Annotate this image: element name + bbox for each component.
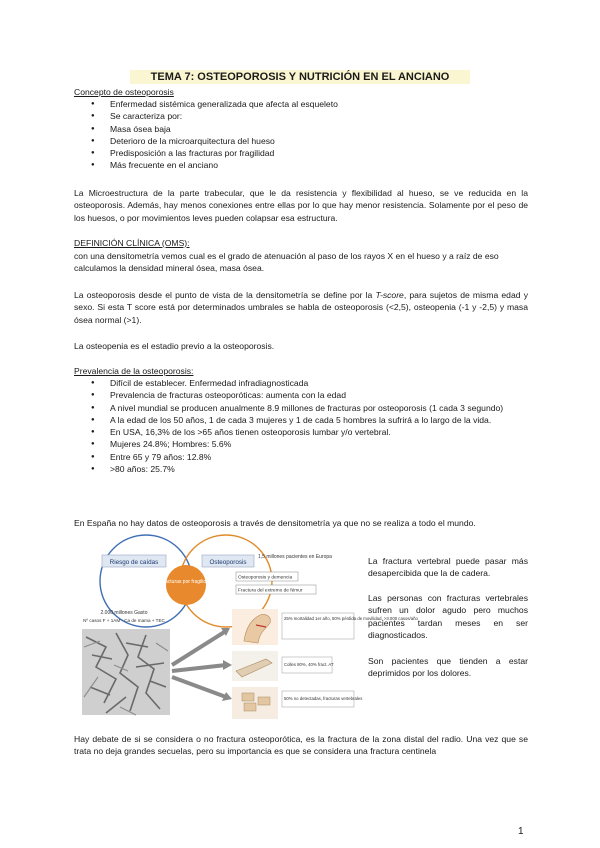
list-item: ● En USA, 16,3% de los >65 años tienen osteoporosis lumbar y/o vertebral. bbox=[74, 426, 528, 438]
prevalence-list bbox=[74, 377, 528, 475]
box-1-text: 25% mortalidad 1er año, 50% pérdida de movilidad, >3.000 casos/año bbox=[284, 616, 418, 621]
fracturas-center bbox=[166, 565, 206, 605]
riesgo-label: Riesgo de caídas bbox=[109, 559, 159, 566]
stat-dem: Osteoporosis y demencia bbox=[238, 575, 293, 581]
clinical-text: con una densitometría vemos cual es el grado de atenuación al paso de los rayos X en el hueso y a raíz de eso calculamos la densidad mineral ósea, masa ósea. bbox=[74, 251, 499, 274]
list-item: ● Deterioro de la microarquitectura del hueso bbox=[74, 135, 528, 147]
tscore-term: T-score bbox=[375, 290, 404, 300]
arrows bbox=[172, 631, 226, 697]
paragraph-osteopenia: La osteopenia es el estadio previo a la osteoporosis. bbox=[74, 341, 275, 351]
box-2-text: Colles 80%, 40% fract. AT bbox=[284, 662, 334, 667]
page-title: TEMA 7: OSTEOPOROSIS Y NUTRICIÓN EN EL ANCIANO bbox=[130, 70, 470, 84]
paragraph-spain: En España no hay datos de osteoporosis a través de densitometría ya que no se realiza a todo el mundo. bbox=[74, 518, 476, 528]
list-item: ● Difícil de establecer. Enfermedad infradiagnosticada bbox=[74, 377, 528, 389]
osteo-label: Osteoporosis bbox=[209, 559, 247, 566]
side-paragraph-1: La fractura vertebral puede pasar más desapercibida que la de cadera. bbox=[368, 556, 528, 579]
fracturas-line: Fracturas por fragilidad bbox=[160, 579, 212, 585]
side-paragraph-3: Son pacientes que tienden a estar deprimidos por los dolores. bbox=[368, 656, 528, 679]
list-item: ● Prevalencia de fracturas osteoporóticas: aumenta con la edad bbox=[74, 389, 528, 401]
side-paragraph-2: Las personas con fracturas vertebrales sufren un dolor agudo pero muchos pacientes tardan meses en ser diagnosticados. bbox=[368, 593, 528, 640]
list-item: ● >80 años: 25.7% bbox=[74, 463, 528, 475]
concept-heading: Concepto de osteoporosis bbox=[74, 87, 174, 97]
trabecular-bone-image bbox=[82, 629, 170, 715]
list-item: ● Enfermedad sistémica generalizada que afecta al esqueleto bbox=[74, 98, 528, 110]
stat-top: 1,5 millones pacientes en Europa bbox=[258, 554, 332, 560]
vertebra-image bbox=[232, 687, 278, 719]
femur-image bbox=[232, 609, 278, 645]
page-number: 1 bbox=[518, 826, 524, 837]
concept-list bbox=[74, 98, 528, 172]
arrow-head bbox=[223, 660, 232, 670]
box-3-text: 50% no detectadas, fracturas vertebrales bbox=[284, 696, 363, 701]
paragraph-microstructure: La Microestructura de la parte trabecular, que le da resistencia y flexibilidad al hueso, se ve reducida en la osteoporosis. Además, hay menos conexiones entre ellas por lo que hay menor resistencia. Solamente por el peso de los huesos, o por movimientos leves pueden colapsar esa estructura. bbox=[74, 188, 528, 223]
tscore-text-after: , para sujetos de misma edad y sexo. Si esta T score está por determinados umbrales se habla de osteoporosis (<2,5), osteopenia (-1 y -2,5) y masa ósea normal (>1). bbox=[74, 290, 528, 325]
prevalence-heading: Prevalencia de la osteoporosis: bbox=[74, 366, 194, 376]
list-item: ● Mujeres 24.8%; Hombres: 5.6% bbox=[74, 438, 528, 450]
list-item: ● A nivel mundial se producen anualmente 8.9 millones de fracturas por osteoporosis (1 cada 3 segundo) bbox=[74, 402, 528, 414]
clinical-heading: DEFINICIÓN CLÍNICA (OMS): bbox=[74, 238, 190, 248]
list-item: ● Más frecuente en el anciano bbox=[74, 159, 528, 171]
list-item: ● Predisposición a las fracturas por fragilidad bbox=[74, 147, 528, 159]
tscore-text-before: La osteoporosis desde el punto de vista de la densitometría se define por la bbox=[74, 290, 376, 300]
paragraph-debate: Hay debate de si se considera o no fractura osteoporótica, es la fractura de la zona distal del radio. Una vez que se trata no deja grandes secuelas, pero su importancia es que se considera una fractura centinela bbox=[74, 734, 528, 757]
stat-fem: Fractura del extremo de fémur bbox=[238, 588, 303, 594]
list-item: ● Entre 65 y 79 años: 12.8% bbox=[74, 451, 528, 463]
stat-mill2: Nº casos F + 1AM - Ca de mama + TEC bbox=[83, 618, 165, 623]
paragraph-tscore bbox=[74, 289, 528, 326]
stat-mill: 2.000 millones Gasto bbox=[100, 610, 148, 616]
list-item: ● Se caracteriza por: bbox=[74, 110, 528, 122]
osteoporosis-figure bbox=[76, 547, 418, 725]
list-item: ● A la edad de los 50 años, 1 de cada 3 mujeres y 1 de cada 5 hombres la sufrirá a lo largo de la vida. bbox=[74, 414, 528, 426]
fracturas-label bbox=[160, 579, 212, 585]
radius-image bbox=[232, 651, 278, 681]
list-item: ● Masa ósea baja bbox=[74, 123, 528, 135]
